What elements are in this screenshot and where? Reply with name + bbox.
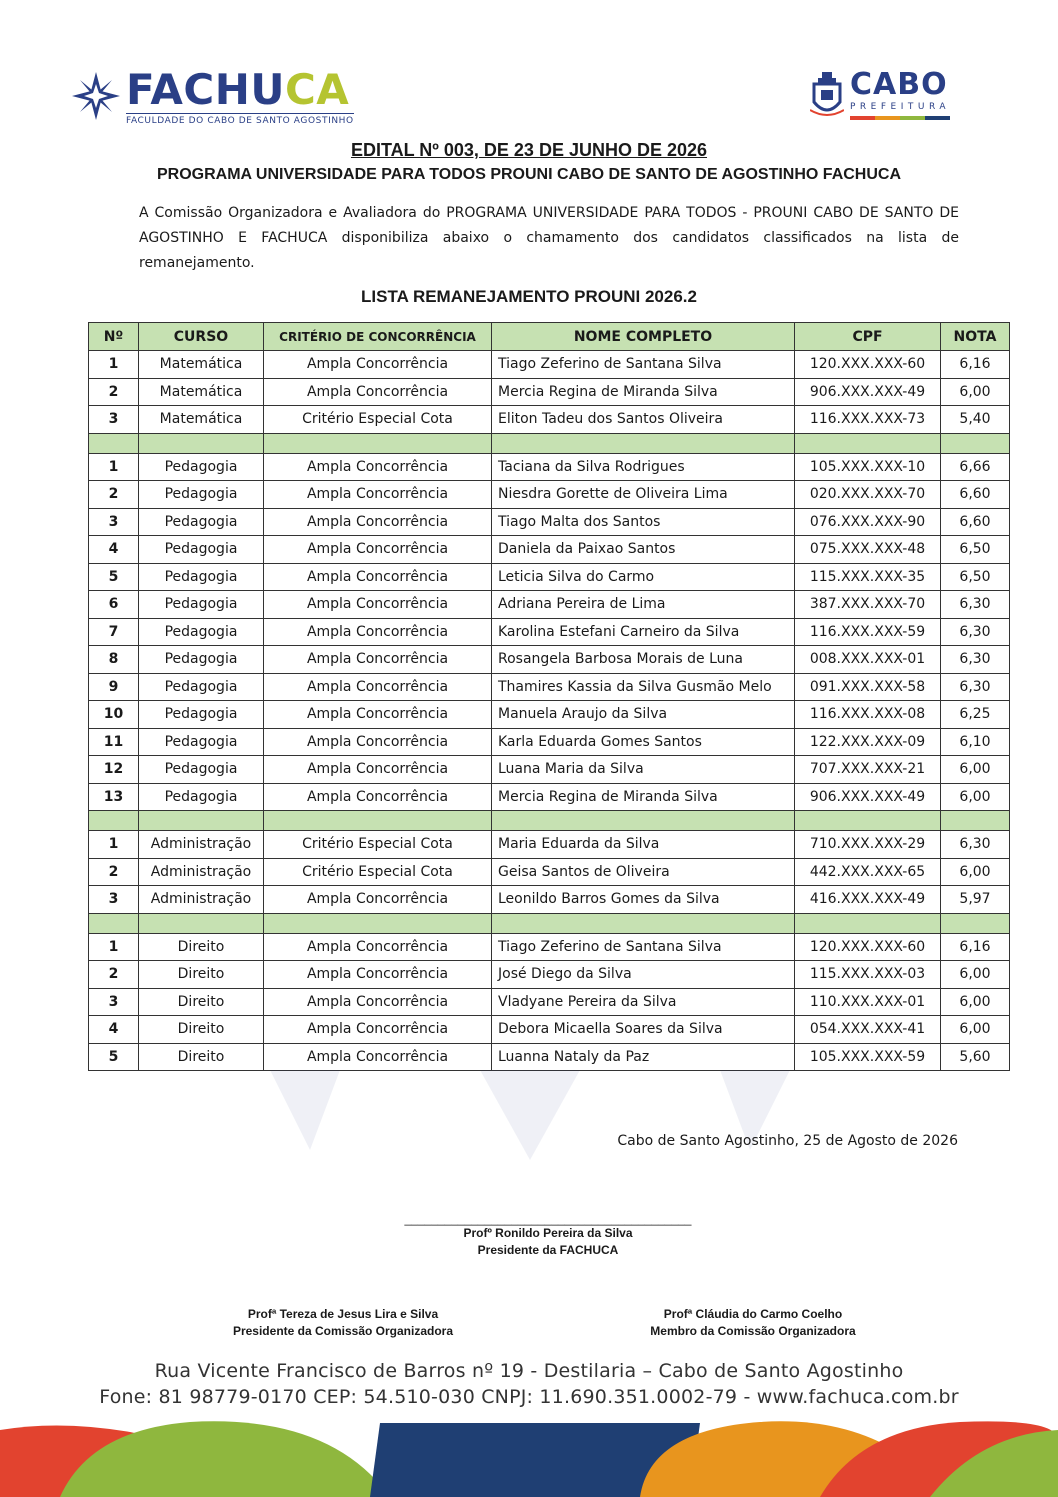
fachuca-logo	[70, 65, 354, 126]
signature-line: ___________________________________________	[404, 1212, 692, 1226]
table-row	[89, 563, 1010, 591]
cell-cpf: 110.XXX.XXX-01	[795, 988, 941, 1016]
fachuca-star-icon	[70, 70, 122, 122]
cell-course: Administração	[139, 886, 264, 914]
cell-cpf: 120.XXX.XXX-60	[795, 933, 941, 961]
cell-name: Daniela da Paixao Santos	[492, 536, 795, 564]
cell-grade: 6,30	[941, 618, 1010, 646]
cell-criterion: Ampla Concorrência	[264, 1043, 492, 1071]
cell-number: 13	[89, 783, 139, 811]
cell-course: Direito	[139, 933, 264, 961]
cell-cpf: 091.XXX.XXX-58	[795, 673, 941, 701]
cabo-crest-icon	[810, 70, 844, 120]
cell-cpf: 076.XXX.XXX-90	[795, 508, 941, 536]
cell-number: 1	[89, 933, 139, 961]
cell-name: Karla Eduarda Gomes Santos	[492, 728, 795, 756]
cell-grade: 6,30	[941, 591, 1010, 619]
cell-grade: 6,16	[941, 351, 1010, 379]
cell-name: Eliton Tadeu dos Santos Oliveira	[492, 406, 795, 434]
footer-contact-line: Fone: 81 98779-0170 CEP: 54.510-030 CNPJ: 11.690.351.0002-79 - www.fachuca.com.br	[99, 1386, 959, 1408]
separator-cell	[264, 913, 492, 933]
group-separator-row	[89, 811, 1010, 831]
col-header-criterion: CRITÉRIO DE CONCORRÊNCIA	[264, 323, 492, 351]
cell-course: Pedagogia	[139, 701, 264, 729]
cell-name: Tiago Zeferino de Santana Silva	[492, 351, 795, 379]
cell-number: 10	[89, 701, 139, 729]
cell-name: Leonildo Barros Gomes da Silva	[492, 886, 795, 914]
separator-cell	[89, 811, 139, 831]
signature-committee-member	[590, 1306, 916, 1340]
cell-course: Pedagogia	[139, 673, 264, 701]
cell-criterion: Ampla Concorrência	[264, 453, 492, 481]
table-row	[89, 858, 1010, 886]
cell-grade: 6,60	[941, 481, 1010, 509]
separator-cell	[264, 433, 492, 453]
cell-criterion: Ampla Concorrência	[264, 563, 492, 591]
cell-number: 11	[89, 728, 139, 756]
cell-course: Pedagogia	[139, 591, 264, 619]
table-row	[89, 756, 1010, 784]
cell-course: Matemática	[139, 351, 264, 379]
cell-criterion: Critério Especial Cota	[264, 406, 492, 434]
cell-criterion: Ampla Concorrência	[264, 481, 492, 509]
cell-criterion: Ampla Concorrência	[264, 756, 492, 784]
footer-color-bands	[0, 1420, 1058, 1497]
cell-course: Pedagogia	[139, 453, 264, 481]
cell-criterion: Ampla Concorrência	[264, 646, 492, 674]
cell-course: Pedagogia	[139, 756, 264, 784]
table-header-row	[89, 323, 1010, 351]
cell-cpf: 906.XXX.XXX-49	[795, 378, 941, 406]
cell-name: Debora Micaella Soares da Silva	[492, 1016, 795, 1044]
cell-grade: 6,30	[941, 673, 1010, 701]
cell-course: Matemática	[139, 406, 264, 434]
separator-cell	[139, 913, 264, 933]
cell-criterion: Critério Especial Cota	[264, 831, 492, 859]
table-row	[89, 1016, 1010, 1044]
cell-number: 4	[89, 1016, 139, 1044]
program-title: PROGRAMA UNIVERSIDADE PARA TODOS PROUNI CABO DE SANTO DE AGOSTINHO FACHUCA	[156, 166, 902, 183]
footer-address-line: Rua Vicente Francisco de Barros nº 19 - Destilaria – Cabo de Santo Agostinho	[154, 1360, 904, 1382]
cell-grade: 6,00	[941, 378, 1010, 406]
cell-cpf: 054.XXX.XXX-41	[795, 1016, 941, 1044]
cell-cpf: 115.XXX.XXX-35	[795, 563, 941, 591]
cell-cpf: 116.XXX.XXX-73	[795, 406, 941, 434]
cell-cpf: 105.XXX.XXX-10	[795, 453, 941, 481]
cell-criterion: Ampla Concorrência	[264, 673, 492, 701]
cell-course: Pedagogia	[139, 783, 264, 811]
cell-criterion: Ampla Concorrência	[264, 1016, 492, 1044]
cell-number: 3	[89, 406, 139, 434]
cell-grade: 6,10	[941, 728, 1010, 756]
header-logos	[70, 65, 950, 128]
col-header-number: Nº	[89, 323, 139, 351]
cell-number: 2	[89, 858, 139, 886]
signature-role: Presidente da FACHUCA	[477, 1243, 619, 1257]
table-row	[89, 673, 1010, 701]
col-header-name: NOME COMPLETO	[492, 323, 795, 351]
cell-course: Administração	[139, 831, 264, 859]
cell-course: Pedagogia	[139, 536, 264, 564]
cell-grade: 6,00	[941, 783, 1010, 811]
col-header-course: CURSO	[139, 323, 264, 351]
cell-name: Tiago Malta dos Santos	[492, 508, 795, 536]
cell-grade: 6,00	[941, 988, 1010, 1016]
cell-cpf: 387.XXX.XXX-70	[795, 591, 941, 619]
cell-grade: 6,00	[941, 961, 1010, 989]
cell-criterion: Ampla Concorrência	[264, 351, 492, 379]
cell-name: Rosangela Barbosa Morais de Luna	[492, 646, 795, 674]
cell-criterion: Ampla Concorrência	[264, 618, 492, 646]
separator-cell	[89, 913, 139, 933]
table-row	[89, 481, 1010, 509]
separator-cell	[795, 811, 941, 831]
cell-criterion: Ampla Concorrência	[264, 988, 492, 1016]
cell-cpf: 008.XXX.XXX-01	[795, 646, 941, 674]
cell-course: Direito	[139, 961, 264, 989]
cell-name: Thamires Kassia da Silva Gusmão Melo	[492, 673, 795, 701]
signature-name: Profº Ronildo Pereira da Silva	[463, 1226, 633, 1240]
cell-name: Tiago Zeferino de Santana Silva	[492, 933, 795, 961]
footer-address	[0, 1358, 1058, 1410]
cell-cpf: 116.XXX.XXX-08	[795, 701, 941, 729]
cell-criterion: Ampla Concorrência	[264, 508, 492, 536]
cell-course: Direito	[139, 1043, 264, 1071]
separator-cell	[139, 433, 264, 453]
results-table	[88, 322, 1010, 1071]
cell-name: Maria Eduarda da Silva	[492, 831, 795, 859]
cell-number: 12	[89, 756, 139, 784]
separator-cell	[492, 913, 795, 933]
table-body	[89, 351, 1010, 1071]
separator-cell	[492, 811, 795, 831]
cell-number: 3	[89, 508, 139, 536]
table-row	[89, 961, 1010, 989]
cell-course: Pedagogia	[139, 481, 264, 509]
table-row	[89, 831, 1010, 859]
cell-number: 5	[89, 1043, 139, 1071]
cell-number: 3	[89, 988, 139, 1016]
cell-cpf: 075.XXX.XXX-48	[795, 536, 941, 564]
cell-cpf: 906.XXX.XXX-49	[795, 783, 941, 811]
fachuca-subtitle: FACULDADE DO CABO DE SANTO AGOSTINHO	[126, 113, 354, 126]
cell-cpf: 416.XXX.XXX-49	[795, 886, 941, 914]
cell-criterion: Ampla Concorrência	[264, 961, 492, 989]
table-row	[89, 646, 1010, 674]
cell-criterion: Ampla Concorrência	[264, 591, 492, 619]
cell-name: Mercia Regina de Miranda Silva	[492, 378, 795, 406]
table-row	[89, 618, 1010, 646]
separator-cell	[941, 913, 1010, 933]
signature-name: Profª Tereza de Jesus Lira e Silva	[247, 1307, 439, 1321]
signature-committee-president	[180, 1306, 506, 1340]
cell-grade: 6,66	[941, 453, 1010, 481]
cell-cpf: 105.XXX.XXX-59	[795, 1043, 941, 1071]
cell-criterion: Ampla Concorrência	[264, 701, 492, 729]
cell-name: Manuela Araujo da Silva	[492, 701, 795, 729]
cell-number: 2	[89, 961, 139, 989]
cell-course: Pedagogia	[139, 563, 264, 591]
cell-number: 1	[89, 351, 139, 379]
cell-course: Administração	[139, 858, 264, 886]
cell-number: 5	[89, 563, 139, 591]
cell-cpf: 707.XXX.XXX-21	[795, 756, 941, 784]
cell-course: Pedagogia	[139, 728, 264, 756]
cell-criterion: Ampla Concorrência	[264, 378, 492, 406]
cell-course: Pedagogia	[139, 646, 264, 674]
col-header-cpf: CPF	[795, 323, 941, 351]
cell-grade: 6,30	[941, 831, 1010, 859]
cell-grade: 6,60	[941, 508, 1010, 536]
cell-number: 8	[89, 646, 139, 674]
signature-president	[370, 1213, 726, 1259]
separator-cell	[941, 433, 1010, 453]
cell-cpf: 122.XXX.XXX-09	[795, 728, 941, 756]
cell-grade: 5,60	[941, 1043, 1010, 1071]
table-row	[89, 728, 1010, 756]
separator-cell	[795, 433, 941, 453]
cell-number: 1	[89, 453, 139, 481]
table-row	[89, 453, 1010, 481]
table-row	[89, 988, 1010, 1016]
cell-name: José Diego da Silva	[492, 961, 795, 989]
cell-criterion: Ampla Concorrência	[264, 728, 492, 756]
cell-cpf: 120.XXX.XXX-60	[795, 351, 941, 379]
cell-grade: 6,50	[941, 563, 1010, 591]
cell-course: Direito	[139, 988, 264, 1016]
table-row	[89, 508, 1010, 536]
cell-number: 1	[89, 831, 139, 859]
cell-cpf: 710.XXX.XXX-29	[795, 831, 941, 859]
place-date: Cabo de Santo Agostinho, 25 de Agosto de 2026	[617, 1133, 958, 1149]
table-row	[89, 783, 1010, 811]
cell-number: 7	[89, 618, 139, 646]
cell-grade: 6,00	[941, 858, 1010, 886]
cell-number: 4	[89, 536, 139, 564]
cell-cpf: 116.XXX.XXX-59	[795, 618, 941, 646]
cell-name: Luanna Nataly da Paz	[492, 1043, 795, 1071]
cell-course: Pedagogia	[139, 508, 264, 536]
cell-course: Direito	[139, 1016, 264, 1044]
cell-number: 3	[89, 886, 139, 914]
cell-course: Matemática	[139, 378, 264, 406]
table-row	[89, 536, 1010, 564]
cell-grade: 6,25	[941, 701, 1010, 729]
cell-grade: 6,00	[941, 756, 1010, 784]
group-separator-row	[89, 433, 1010, 453]
cell-name: Leticia Silva do Carmo	[492, 563, 795, 591]
cell-criterion: Ampla Concorrência	[264, 536, 492, 564]
cell-name: Vladyane Pereira da Silva	[492, 988, 795, 1016]
cabo-subtitle: PREFEITURA	[849, 102, 950, 112]
cell-grade: 6,16	[941, 933, 1010, 961]
table-row	[89, 378, 1010, 406]
cell-name: Adriana Pereira de Lima	[492, 591, 795, 619]
cabo-logo	[810, 67, 950, 120]
cell-name: Mercia Regina de Miranda Silva	[492, 783, 795, 811]
table-row	[89, 886, 1010, 914]
list-title: LISTA REMANEJAMENTO PROUNI 2026.2	[361, 287, 697, 306]
cell-cpf: 115.XXX.XXX-03	[795, 961, 941, 989]
separator-cell	[89, 433, 139, 453]
cell-criterion: Critério Especial Cota	[264, 858, 492, 886]
cell-name: Karolina Estefani Carneiro da Silva	[492, 618, 795, 646]
signature-role: Membro da Comissão Organizadora	[650, 1324, 856, 1338]
cell-name: Luana Maria da Silva	[492, 756, 795, 784]
signature-role: Presidente da Comissão Organizadora	[232, 1324, 454, 1338]
cell-grade: 6,50	[941, 536, 1010, 564]
title-block	[0, 138, 1058, 186]
cell-number: 9	[89, 673, 139, 701]
cell-cpf: 020.XXX.XXX-70	[795, 481, 941, 509]
cell-name: Geisa Santos de Oliveira	[492, 858, 795, 886]
cabo-color-bar	[850, 116, 950, 120]
separator-cell	[795, 913, 941, 933]
group-separator-row	[89, 913, 1010, 933]
fachuca-name: FACHUCA	[126, 65, 350, 114]
cabo-name: CABO	[849, 67, 948, 102]
separator-cell	[264, 811, 492, 831]
separator-cell	[139, 811, 264, 831]
col-header-grade: NOTA	[941, 323, 1010, 351]
cell-number: 6	[89, 591, 139, 619]
cell-number: 2	[89, 378, 139, 406]
table-row	[89, 933, 1010, 961]
cell-grade: 6,00	[941, 1016, 1010, 1044]
cell-course: Pedagogia	[139, 618, 264, 646]
cell-number: 2	[89, 481, 139, 509]
intro-paragraph: A Comissão Organizadora e Avaliadora do PROGRAMA UNIVERSIDADE PARA TODOS - PROUNI CABO DE SANTO DE AGOSTINHO E FACHUCA disponibiliza abaixo o chamamento dos candidatos classificados na lista de remanejamento.	[139, 205, 959, 271]
table-row	[89, 701, 1010, 729]
cell-name: Niesdra Gorette de Oliveira Lima	[492, 481, 795, 509]
separator-cell	[941, 811, 1010, 831]
cell-grade: 5,97	[941, 886, 1010, 914]
cell-name: Taciana da Silva Rodrigues	[492, 453, 795, 481]
edital-title: EDITAL Nº 003, DE 23 DE JUNHO DE 2026	[350, 140, 708, 160]
table-row	[89, 351, 1010, 379]
table-row	[89, 406, 1010, 434]
cell-criterion: Ampla Concorrência	[264, 886, 492, 914]
cell-cpf: 442.XXX.XXX-65	[795, 858, 941, 886]
separator-cell	[492, 433, 795, 453]
cell-criterion: Ampla Concorrência	[264, 933, 492, 961]
cell-criterion: Ampla Concorrência	[264, 783, 492, 811]
cell-grade: 6,30	[941, 646, 1010, 674]
signature-name: Profª Cláudia do Carmo Coelho	[663, 1307, 843, 1321]
table-row	[89, 591, 1010, 619]
cell-grade: 5,40	[941, 406, 1010, 434]
